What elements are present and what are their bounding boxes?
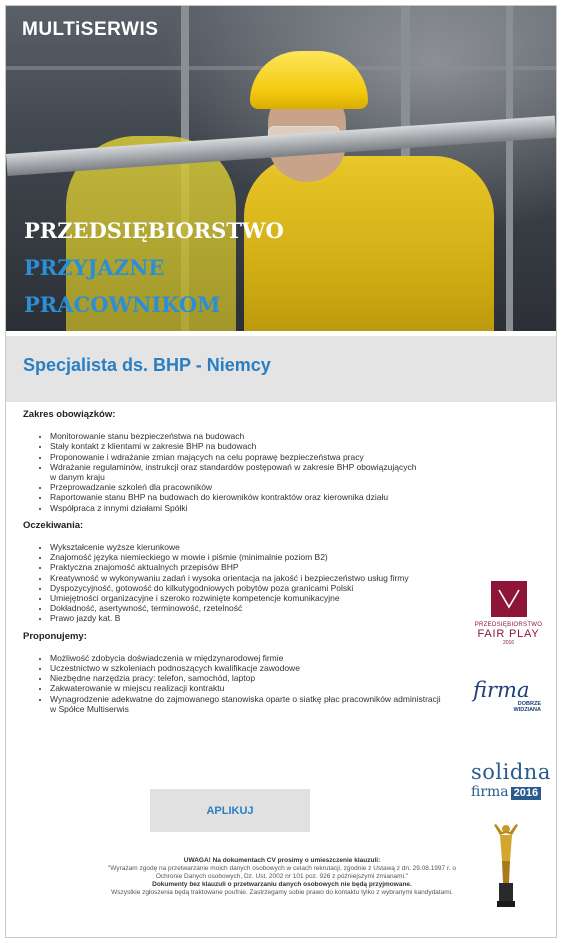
solidna-firma-award (471, 761, 561, 801)
offer-list (23, 653, 443, 714)
list-item: • Dokładność, asertywność, terminowość, rzetelność (50, 603, 443, 613)
list-item: • Umiejętności organizacyjne i szeroko rozwinięte kompetencje komunikacyjne (50, 593, 443, 603)
headline-line-3: PRACOWNIKOM (24, 292, 221, 317)
list-item: • Uczestnictwo w szkoleniach podnoszących kwalifikacje zawodowe (50, 663, 443, 673)
footer-clause-2: Ochronie Danych osobowych, Dz. Ust. 2002 nr 101 poz. 926 z późniejszymi zmianami." (155, 873, 409, 880)
list-item: • Raportowanie stanu BHP na budowach do kierowników kontraktów oraz kierownika działu (50, 492, 443, 502)
firma-dobrze-widziana-award (473, 679, 553, 721)
job-title: Specjalista ds. BHP - Niemcy (23, 355, 271, 375)
list-item-text: Wdrażanie regulaminów, instrukcji oraz standardów postępowań w zakresie BHP obowiązujących (50, 461, 417, 472)
list-item-text: w Spółce Multiserwis (50, 703, 129, 714)
hero-banner (6, 6, 556, 331)
fdw-sub-text-2: WIDZIANA (513, 707, 541, 713)
apply-button[interactable]: APLIKUJ (150, 789, 310, 832)
footer-disclaimer (14, 857, 550, 897)
list-item: • Zakwaterowanie w miejscu realizacji kontraktu (50, 683, 443, 693)
list-item: • Praktyczna znajomość aktualnych przepisów BHP (50, 562, 443, 572)
list-item: • Kreatywność w wykonywaniu zadań i wysoka orientacja na jakość i bezpieczeństwo usług firmy (50, 573, 443, 583)
headline-line-2: PRZYJAZNE (24, 255, 165, 280)
scaffold-pole (506, 6, 513, 331)
list-item (50, 462, 443, 482)
fair-play-main-text: FAIR PLAY (477, 628, 540, 640)
requirements-heading: Oczekiwania: (23, 519, 84, 531)
sf-line-1: solidna (471, 760, 551, 784)
list-item: • Współpraca z innymi działami Spółki (50, 503, 443, 513)
list-item: • Dyspozycyjność, gotowość do kilkutygodniowych pobytów poza granicami Polski (50, 583, 443, 593)
duties-list (23, 431, 443, 513)
company-logo: MULTiSERWIS (22, 19, 159, 40)
fair-play-award (461, 581, 556, 661)
list-item: • Wykształcenie wyższe kierunkowe (50, 542, 443, 552)
list-item: • Monitorowanie stanu bezpieczeństwa na budowach (50, 431, 443, 441)
headline-line-1: PRZEDSIĘBIORSTWO (24, 218, 284, 243)
list-item: • Prawo jazdy kat. B (50, 613, 443, 623)
footer-confidentiality: Wszystkie zgłoszenia będą traktowane poufnie. Zastrzegamy sobie prawo do kontaktu tylko z wybranymi kandydatami. (111, 889, 453, 896)
job-description (23, 410, 443, 722)
list-item-text: w danym kraju (50, 472, 105, 483)
list-item: • Niezbędne narzędzia pracy: telefon, samochód, laptop (50, 673, 443, 683)
footer-clause-1: "Wyrażam zgodę na przetwarzanie moich danych osobowych w celach rekrutacji, zgodnie z Ustawą z dn. 29.08.1997 r. o (107, 865, 456, 872)
requirements-list (23, 542, 443, 624)
fdw-sub-text-1: DOBRZE (517, 701, 541, 707)
list-item (50, 694, 443, 714)
checkmark-v-icon (497, 587, 521, 611)
footer-notice: Dokumenty bez klauzuli o przetwarzaniu danych osobowych nie będą przyjmowane. (152, 881, 412, 888)
job-ad-frame (5, 5, 557, 938)
list-item: • Przeprowadzanie szkoleń dla pracowników (50, 482, 443, 492)
helmet-image (250, 51, 368, 109)
job-title-band (6, 336, 556, 402)
list-item: • Proponowanie i wdrażanie zmian mających na celu poprawę bezpieczeństwa pracy (50, 452, 443, 462)
footer-warning: UWAGA! Na dokumentach CV prosimy o umieszczenie klauzuli: (183, 857, 381, 864)
list-item: • Możliwość zdobycia doświadczenia w międzynarodowej firmie (50, 653, 443, 663)
list-item-text: Wynagrodzenie adekwatne do zajmowanego stanowiska oparte o siatkę płac pracowników administracji (50, 693, 441, 704)
list-item: • Znajomość języka niemieckiego w mowie i piśmie (minimalnie poziom B2) (50, 552, 443, 562)
sf-line-2: firma (471, 784, 509, 800)
hero-headline (24, 212, 284, 323)
fdw-main-text: firma (473, 678, 530, 702)
fair-play-top-text: PRZEDSIĘBIORSTWO (474, 622, 543, 628)
sf-year: 2016 (511, 787, 541, 800)
fair-play-logo-icon (491, 581, 527, 617)
list-item: • Stały kontakt z klientami w zakresie BHP na budowach (50, 441, 443, 451)
duties-heading: Zakres obowiązków: (23, 409, 116, 420)
sf-line-2-row (471, 783, 561, 801)
offer-heading: Proponujemy: (23, 630, 87, 642)
fair-play-year: 2016 (502, 640, 515, 646)
